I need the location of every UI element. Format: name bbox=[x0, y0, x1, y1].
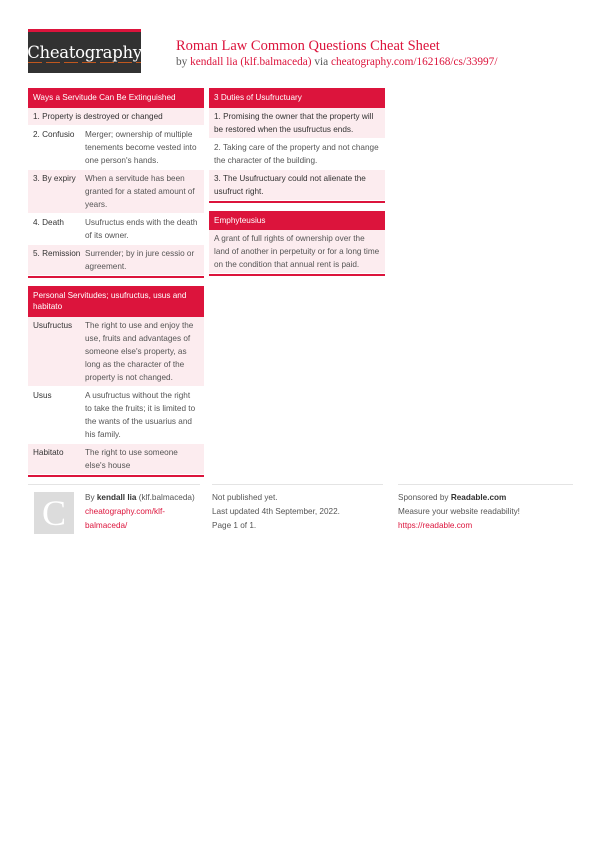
sponsor-prefix: Sponsored by bbox=[398, 493, 449, 502]
row-text: 1. Property is destroyed or changed bbox=[33, 111, 163, 121]
table-row bbox=[209, 108, 385, 139]
table-row bbox=[209, 230, 385, 274]
section-title: Ways a Servitude Can Be Extinguished bbox=[28, 88, 204, 108]
table-row bbox=[209, 170, 385, 201]
published-status: Not published yet. bbox=[212, 493, 278, 502]
sponsor-name: Readable.com bbox=[450, 493, 507, 502]
row-key: Habitato bbox=[33, 447, 64, 457]
section-personal-servitudes bbox=[28, 286, 204, 477]
sponsor-link[interactable]: https://readable.com bbox=[398, 521, 473, 530]
page-number: Page 1 of 1. bbox=[212, 521, 257, 530]
table-row bbox=[28, 108, 204, 126]
page-title: Roman Law Common Questions Cheat Sheet bbox=[176, 38, 440, 54]
author-link-part-1[interactable]: cheatography.com/klf- bbox=[85, 507, 165, 516]
row-key: Usufructus bbox=[33, 320, 73, 330]
row-key: Usus bbox=[33, 390, 52, 400]
author-handle: (klf.balmaceda) bbox=[138, 493, 195, 502]
avatar-letter: C bbox=[41, 493, 66, 533]
sheet-url-link[interactable]: cheatography.com/162168/cs/33997/ bbox=[330, 56, 498, 68]
row-value: Usufructus ends with the death of its owner. bbox=[85, 217, 198, 240]
row-key: 3. By expiry bbox=[33, 173, 76, 183]
section-title: Personal Servitudes; usufructus, usus and habitato bbox=[28, 286, 204, 317]
row-text: 1. Promising the owner that the property will be restored when the usufructus ends. bbox=[214, 111, 374, 134]
cheatography-logo[interactable] bbox=[28, 29, 141, 73]
sponsor-tagline: Measure your website readability! bbox=[398, 507, 520, 516]
row-value: The right to use and enjoy the use, fruits and advantages of someone else's property, as long as the character of the property is not changed. bbox=[85, 320, 194, 382]
footer-author bbox=[28, 484, 200, 533]
table-row bbox=[28, 126, 204, 170]
title-block bbox=[176, 38, 497, 69]
avatar bbox=[34, 492, 74, 534]
section-emphyteusius bbox=[209, 211, 385, 277]
section-ways-servitude-extinguished bbox=[28, 88, 204, 278]
table-row bbox=[28, 170, 204, 214]
last-updated: Last updated 4th September, 2022. bbox=[212, 507, 340, 516]
table-row bbox=[28, 444, 204, 475]
section-title: 3 Duties of Usufructuary bbox=[209, 88, 385, 108]
row-key: 5. Remission bbox=[33, 248, 81, 258]
row-value: When a servitude has been granted for a stated amount of years. bbox=[85, 173, 195, 209]
author-prefix: By bbox=[85, 493, 95, 502]
row-key: 2. Confusio bbox=[33, 129, 75, 139]
logo-text: Cheatography bbox=[27, 43, 142, 62]
author-link-part-2[interactable]: balmaceda/ bbox=[85, 521, 128, 530]
column-1 bbox=[28, 88, 204, 485]
footer-meta bbox=[212, 484, 383, 533]
row-value: Surrender; by in jure cessio or agreement. bbox=[85, 248, 195, 271]
author-name: kendall lia bbox=[96, 493, 137, 502]
row-value: The right to use someone else's house bbox=[85, 447, 178, 470]
row-text: 3. The Usufructuary could not alienate the usufruct right. bbox=[214, 173, 366, 196]
author-link[interactable]: kendall lia (klf.balmaceda) bbox=[190, 56, 312, 68]
table-row bbox=[28, 317, 204, 387]
author-profile-link[interactable] bbox=[85, 505, 200, 533]
by-label: by bbox=[176, 56, 188, 68]
row-value: Merger; ownership of multiple tenements become vested into one person's hands. bbox=[85, 129, 197, 165]
row-text: A grant of full rights of ownership over the land of another in perpetuity or for a long time on the condition that annual rent is paid. bbox=[214, 234, 380, 269]
table-row bbox=[28, 387, 204, 444]
logo-underline bbox=[28, 62, 141, 63]
subtitle bbox=[176, 55, 497, 69]
row-text: 2. Taking care of the property and not change the character of the building. bbox=[214, 142, 379, 165]
section-duties-usufructuary bbox=[209, 88, 385, 203]
table-row bbox=[28, 214, 204, 245]
section-title: Emphyteusius bbox=[209, 211, 385, 231]
column-2 bbox=[209, 88, 385, 284]
row-value: A usufructus without the right to take the fruits; it is limited to the wants of the usuarius and his family. bbox=[85, 390, 196, 439]
via-label: via bbox=[314, 56, 329, 68]
table-row bbox=[28, 245, 204, 276]
row-key: 4. Death bbox=[33, 217, 64, 227]
footer-sponsor bbox=[398, 484, 573, 533]
table-row bbox=[209, 139, 385, 170]
